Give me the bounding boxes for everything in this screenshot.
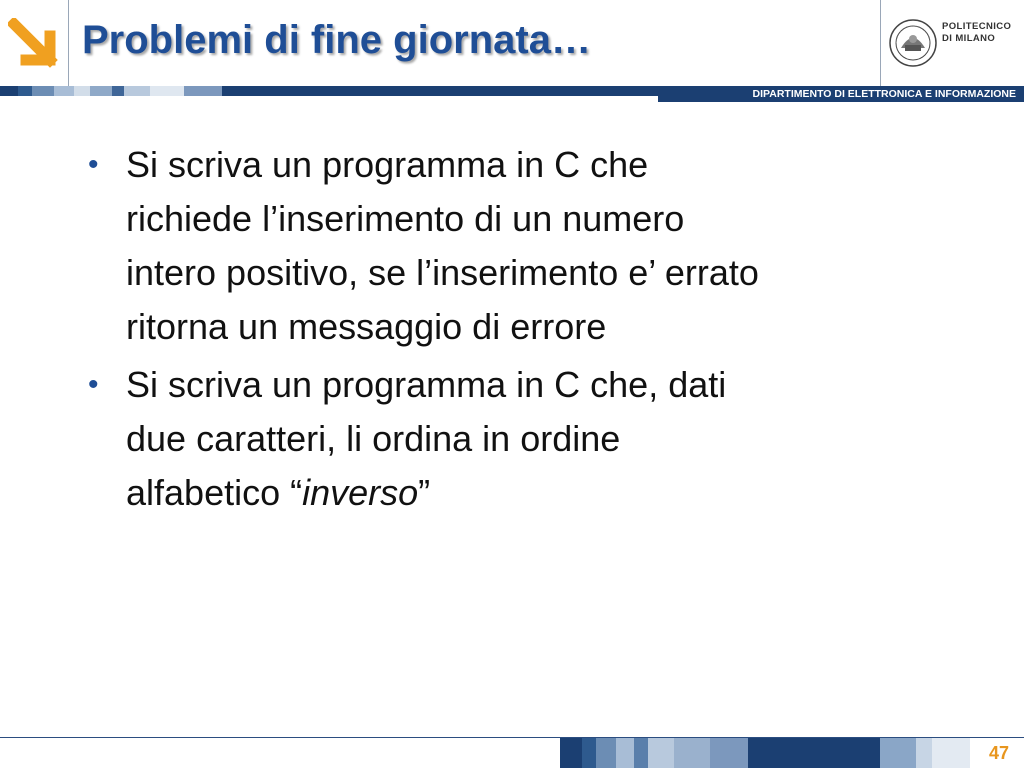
arrow-down-right-icon	[8, 18, 64, 70]
department-banner: DIPARTIMENTO DI ELETTRONICA E INFORMAZIONE	[658, 86, 1024, 102]
bullet-line: Si scriva un programma in C che, dati	[126, 364, 727, 405]
slide-title: Problemi di fine giornata…	[82, 18, 591, 62]
university-seal-icon	[888, 18, 938, 68]
bullet-text: ”	[418, 472, 431, 513]
header-divider-left	[68, 0, 69, 86]
bullet-line: richiede l’inserimento di un numero	[126, 198, 685, 239]
slide-header	[0, 0, 1024, 100]
bullet-marker: •	[88, 148, 99, 181]
header-divider-right	[880, 0, 881, 86]
bullet-marker: •	[88, 368, 99, 401]
slide-body	[84, 138, 944, 524]
bullet-text: alfabetico “	[126, 472, 303, 513]
logo-wordmark: POLITECNICO DI MILANO	[942, 21, 1012, 44]
page-number: 47	[988, 743, 1010, 763]
bullet-emphasis: inverso	[302, 472, 419, 513]
bullet-line: due caratteri, li ordina in ordine	[126, 418, 621, 459]
footer-color-strip	[0, 738, 1024, 768]
bullet-line: ritorna un messaggio di errore	[126, 306, 607, 347]
bullet-line-last	[126, 466, 944, 520]
politecnico-logo	[888, 18, 1018, 70]
bullet-item-2	[84, 358, 944, 520]
bullet-item-1	[84, 138, 944, 354]
bullet-line: intero positivo, se l’inserimento e’ errato	[126, 252, 759, 293]
bullet-line: Si scriva un programma in C che	[126, 144, 649, 185]
